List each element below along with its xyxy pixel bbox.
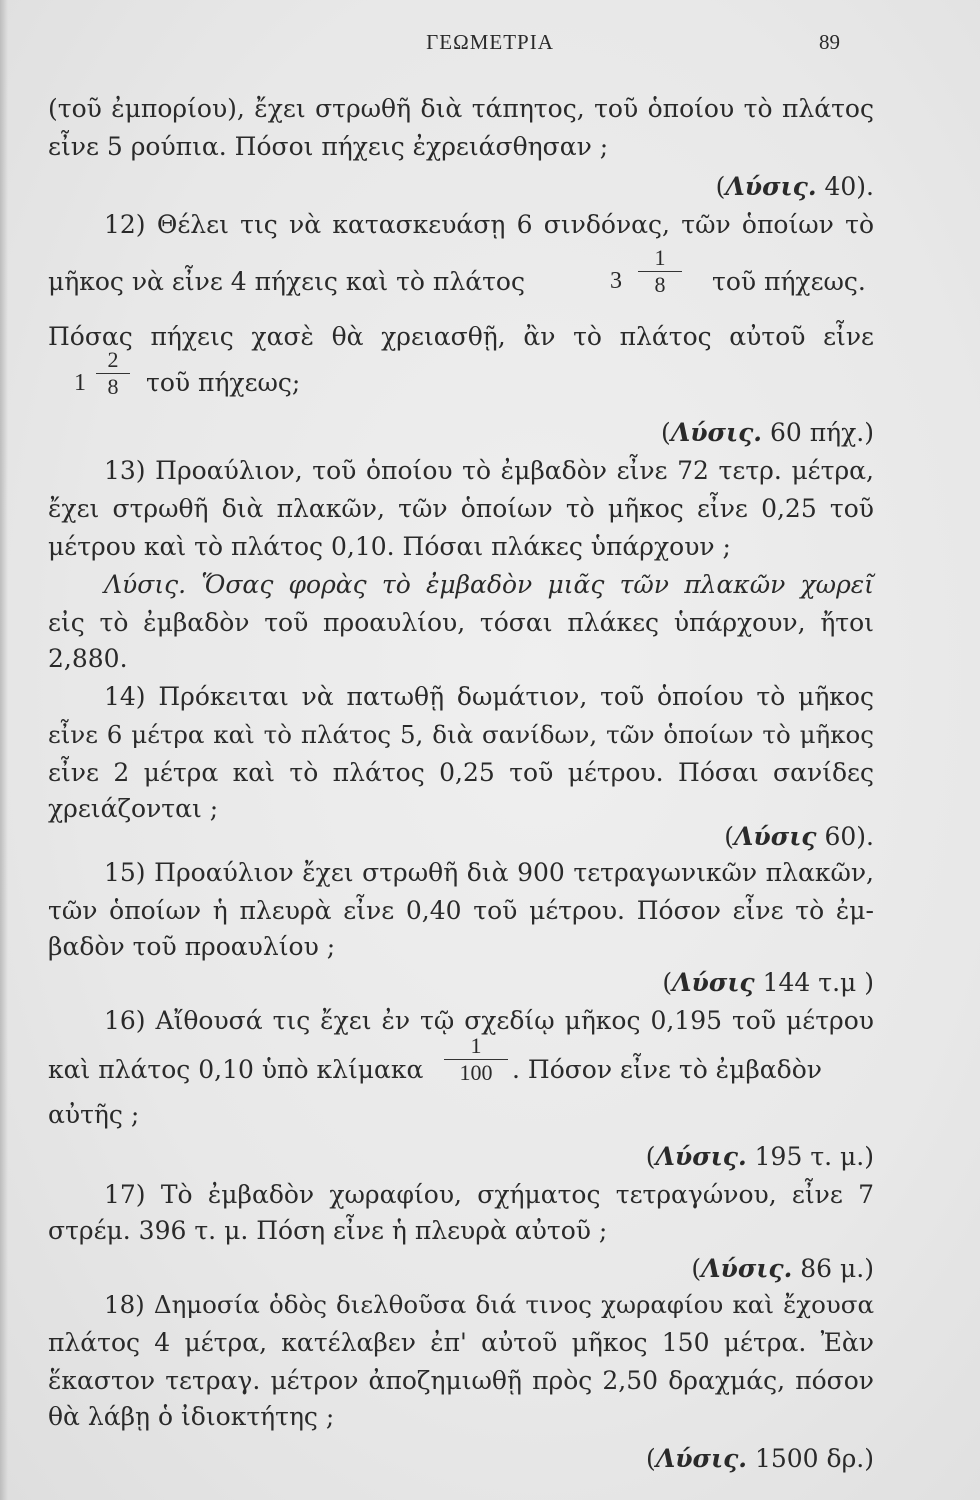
problem-15-line: τῶν ὁποίων ἡ πλευρὰ εἶνε 0,40 τοῦ μέτρου. Πόσον εἶνε τὸ ἐμ- [48,896,874,925]
solution-value: 86 μ.) [800,1254,874,1283]
problem-18-line: ἕκαστον τετραγ. μέτρον ἀποζημιωθῇ πρὸς 2,50 δραχμάς, πόσον [48,1366,874,1395]
problem-13-line: Λύσις. Ὅσας φορὰς τὸ ἐμβαδὸν μιᾶς τῶν πλακῶν χωρεῖ [104,570,874,599]
fraction-numerator: 1 [654,245,666,270]
solution-line: (Λύσις. 1500 δρ.) [646,1444,874,1473]
fraction-numerator: 2 [107,347,119,372]
running-header-title: ΓΕΩΜΕΤΡΙΑ [426,30,554,54]
problem-13-line: εἰς τὸ ἐμβαδὸν τοῦ προαυλίου, τόσαι πλάκες ὑπάρχουν, ἤτοι [48,608,874,637]
problem-18-line: θὰ λάβῃ ὁ ἰδιοκτήτης ; [48,1402,335,1431]
problem-12-line: τοῦ πήχεως. [712,267,866,296]
problem-12-line: Πόσας πήχεις χασὲ θὰ χρειασθῇ, ἂν τὸ πλάτος αὐτοῦ εἶνε [48,322,874,351]
problem-13-line: ἔχει στρωθῆ διὰ πλακῶν, τῶν ὁποίων τὸ μῆκος εἶνε 0,25 τοῦ [48,494,874,523]
problem-14-line: 14) Πρόκειται νὰ πατωθῇ δωμάτιον, τοῦ ὁποίου τὸ μῆκος [104,682,874,711]
solution-label: Λύσις. [670,418,763,447]
text-line: (τοῦ ἐμπορίου), ἔχει στρωθῆ διὰ τάπητος, τοῦ ὁποίου τὸ πλάτος [48,94,874,123]
fraction-denominator: 8 [654,272,666,297]
page-number: 89 [819,30,840,54]
solution-label: Λύσις [734,822,817,851]
problem-16-line: αὐτῆς ; [48,1100,140,1129]
solution-value: 40). [824,172,874,201]
solution-line: (Λύσις. 195 τ. μ.) [645,1142,874,1171]
problem-13-line: μέτρου καὶ τὸ πλάτος 0,10. Πόσαι πλάκες ὑπάρχουν ; [48,532,731,561]
problem-13-line: 2,880. [48,644,128,673]
solution-label: Λύσις. [655,1142,747,1171]
solution-label: Λύσις [672,968,755,997]
text-line: εἶνε 5 ρούπια. Πόσοι πήχεις ἐχρειάσθησαν ; [48,132,609,161]
solution-value: 60). [824,822,874,851]
solution-line: (Λύσις 60). [724,822,874,851]
problem-16-line: 16) Αἴθουσά τις ἔχει ἐν τῷ σχεδίῳ μῆκος 0,195 τοῦ μέτρου [104,1006,874,1035]
fraction [638,246,682,297]
problem-17-line: 17) Τὸ ἐμβαδὸν χωραφίου, σχήματος τετραγώνου, εἶνε 7 [104,1180,874,1209]
fraction-numerator: 1 [470,1033,482,1058]
problem-17-line: στρέμ. 396 τ. μ. Πόση εἶνε ἡ πλευρὰ αὐτοῦ ; [48,1216,608,1245]
solution-label: Λύσις. [655,1444,748,1473]
problem-18-line: 18) Δημοσία ὁδὸς διελθοῦσα διά τινος χωραφίου καὶ ἔχουσα [104,1290,874,1319]
problem-16-line: καὶ πλάτος 0,10 ὑπὸ κλίμακα [48,1055,424,1084]
solution-line: (Λύσις. 40). [715,172,874,201]
problem-18-line: πλάτος 4 μέτρα, κατέλαβεν ἐπ' αὐτοῦ μῆκος 150 μέτρα. Ἐὰν [48,1328,874,1357]
solution-line: (Λύσις. 60 πήχ.) [661,418,874,447]
solution-value: 60 πήχ.) [769,418,874,447]
problem-14-line: εἶνε 6 μέτρα καὶ τὸ πλάτος 5, διὰ σανίδων, τῶν ὁποίων τὸ μῆκος [48,720,874,749]
solution-value: 195 τ. μ.) [754,1142,874,1171]
fraction-denominator: 8 [107,374,119,399]
fraction [96,348,130,399]
page-binding-shadow [0,0,8,1500]
problem-15-line: βαδὸν τοῦ προαυλίου ; [48,932,336,961]
problem-13-line: 13) Προαύλιον, τοῦ ὁποίου τὸ ἐμβαδὸν εἶνε 72 τετρ. μέτρα, [104,456,874,485]
fraction [444,1034,508,1085]
fraction-denominator: 100 [459,1060,493,1085]
problem-16-line: . Πόσον εἶνε τὸ ἐμβαδὸν [512,1055,822,1084]
mixed-number-whole: 3 [610,268,622,294]
mixed-number-whole: 1 [74,370,86,396]
problem-12-line: 12) Θέλει τις νὰ κατασκευάσῃ 6 σινδόνας, τῶν ὁποίων τὸ [104,210,874,239]
solution-value: 144 τ.μ ) [762,968,874,997]
problem-14-line: εἶνε 2 μέτρα καὶ τὸ πλάτος 0,25 τοῦ μέτρου. Πόσαι σανίδες [48,758,874,787]
problem-12-line: τοῦ πήχεως; [146,368,301,397]
solution-line: (Λύσις 144 τ.μ ) [662,968,874,997]
problem-12-line: μῆκος νὰ εἶνε 4 πήχεις καὶ τὸ πλάτος [48,267,525,296]
solution-label: Λύσις. [701,1254,793,1283]
solution-line: (Λύσις. 86 μ.) [691,1254,874,1283]
solution-value: 1500 δρ.) [754,1444,874,1473]
problem-15-line: 15) Προαύλιον ἔχει στρωθῆ διὰ 900 τετραγωνικῶν πλακῶν, [104,858,874,887]
problem-14-line: χρειάζονται ; [48,794,219,823]
solution-label: Λύσις. [725,172,817,201]
